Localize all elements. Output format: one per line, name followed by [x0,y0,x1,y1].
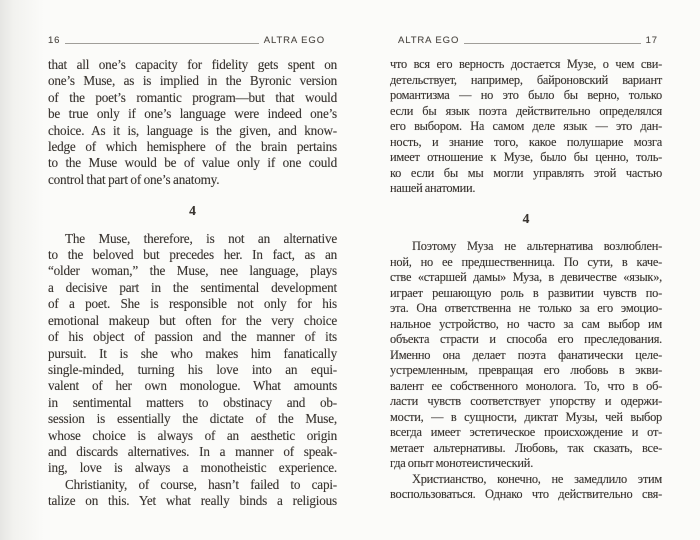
text-line: one’s Muse, as is implied in the Byronic version [48,73,337,89]
paragraph [390,57,662,197]
text-line: choice. As it is, language is the given, and know- [48,122,337,138]
text-line: ing, love is always a monotheistic experience. [48,460,337,476]
text-line: Именно она делает поэта фанатически целе- [390,347,662,362]
left-running-title: ALTRA EGO [263,35,325,46]
text-line: talize on this. Yet what really binds a religious [48,493,337,509]
text-line: его выбором. На самом деле язык — это дан- [390,119,662,133]
text-line: Христианство, конечно, не замедлило этим [412,471,662,486]
text-line: session is essentially the dictate of the Muse, [48,411,337,427]
text-line: whose choice is always of an aesthetic origin [48,427,337,443]
text-line: объекта страсти и способа его преследования. [390,332,662,346]
text-line: метает альтернативы. Любовь, так сказать, все- [390,440,662,455]
text-line: стве «старшей дамы» Муза, в девичестве «язык», [390,270,662,284]
left-page [48,33,337,510]
text-line: ко если бы мы могли управлять этой частью [390,165,662,180]
header-rule [464,43,640,44]
text-line: in sentimental matters to obstinacy and ob- [48,394,337,410]
text-line: ласти чувств соответствует упорству и одержи- [390,394,662,408]
text-line: that all one’s capacity for fidelity gets spent on [48,57,337,72]
paragraph [48,477,337,510]
text-line: эта. Она ответственна не только за его эмоцио- [390,301,662,315]
text-line: Christianity, of course, hasn’t failed to capi- [65,476,337,492]
text-line: valent of her own monologue. What amounts [48,378,337,394]
text-line: be true only if one’s language were indeed one’s [48,106,337,122]
text-line: нашей анатомии. [390,181,476,195]
text-line: романтизма — но это было бы верно, только [390,88,662,102]
header-rule [65,43,258,44]
paragraph [48,231,337,477]
text-line: of a poet. She is responsible not only for his [48,296,337,312]
paragraph [390,239,662,472]
text-line: The Muse, therefore, is not an alternative [65,230,337,246]
text-line: имеет отношение к Музе, было бы ценно, толь- [390,150,662,164]
right-running-title: ALTRA EGO [398,35,460,46]
text-line: устремленным, превращая его любовь в экви- [390,363,662,377]
text-line: control that part of one’s anatomy. [48,171,220,187]
left-page-body [48,57,337,510]
text-line: ной, но ее предшественница. По сути, в каче- [390,254,662,269]
left-page-header [48,33,337,46]
left-page-number: 16 [48,35,61,46]
text-line: валент ее собственного монолога. То, что в об- [390,378,662,393]
text-line: “older woman,” the Muse, nee language, plays [48,263,337,279]
text-line: Поэтому Муза не альтернатива возлюблен- [412,239,662,253]
text-line: a decisive part in the sentimental development [48,279,337,295]
text-line: мости, — в сущности, диктат Музы, чей выбор [390,409,662,424]
text-line: что вся его верность достается Музе, о чем сви- [390,57,662,71]
text-line: emotional makeup but often for the very choice [48,312,337,328]
text-line: если бы язык поэта действительно определялся [390,103,662,118]
text-line: играет решающую роль в развитии чувств по- [390,285,662,300]
text-line: ledge of which hemisphere of the brain pertains [48,139,337,155]
text-line: single-minded, turning his love into an equi- [48,361,337,377]
text-line: of the poet’s romantic program—but that would [48,89,337,105]
text-line: of his object of passion and the manner of its [48,329,337,345]
paragraph [390,472,662,503]
text-line: to the beloved but precedes her. In fact, as an [48,247,337,263]
text-line: детельствует, например, байроновский вариант [390,72,662,87]
section-number: 4 [189,203,196,219]
text-line: pursuit. It is she who makes him fanatically [48,345,337,361]
text-line: гда опыт монотеистический. [390,456,534,470]
text-line: воспользоваться. Однако что действительно свя- [390,487,662,501]
text-line: ность, и знание того, какое полушарие мозга [390,134,662,149]
text-line: and discards alternatives. In a manner of speak- [48,443,337,459]
text-line: to the Muse would be of value only if one could [48,155,337,171]
right-page-body [390,57,662,503]
right-page-number: 17 [645,35,658,46]
right-page-header [390,33,662,46]
section-number: 4 [522,210,530,226]
text-line: нальное устройство, но часто за сам выбор им [390,316,662,331]
text-line: всегда имеет эстетическое происхождение и от- [390,425,662,439]
right-page [390,33,662,503]
paragraph [48,57,337,188]
